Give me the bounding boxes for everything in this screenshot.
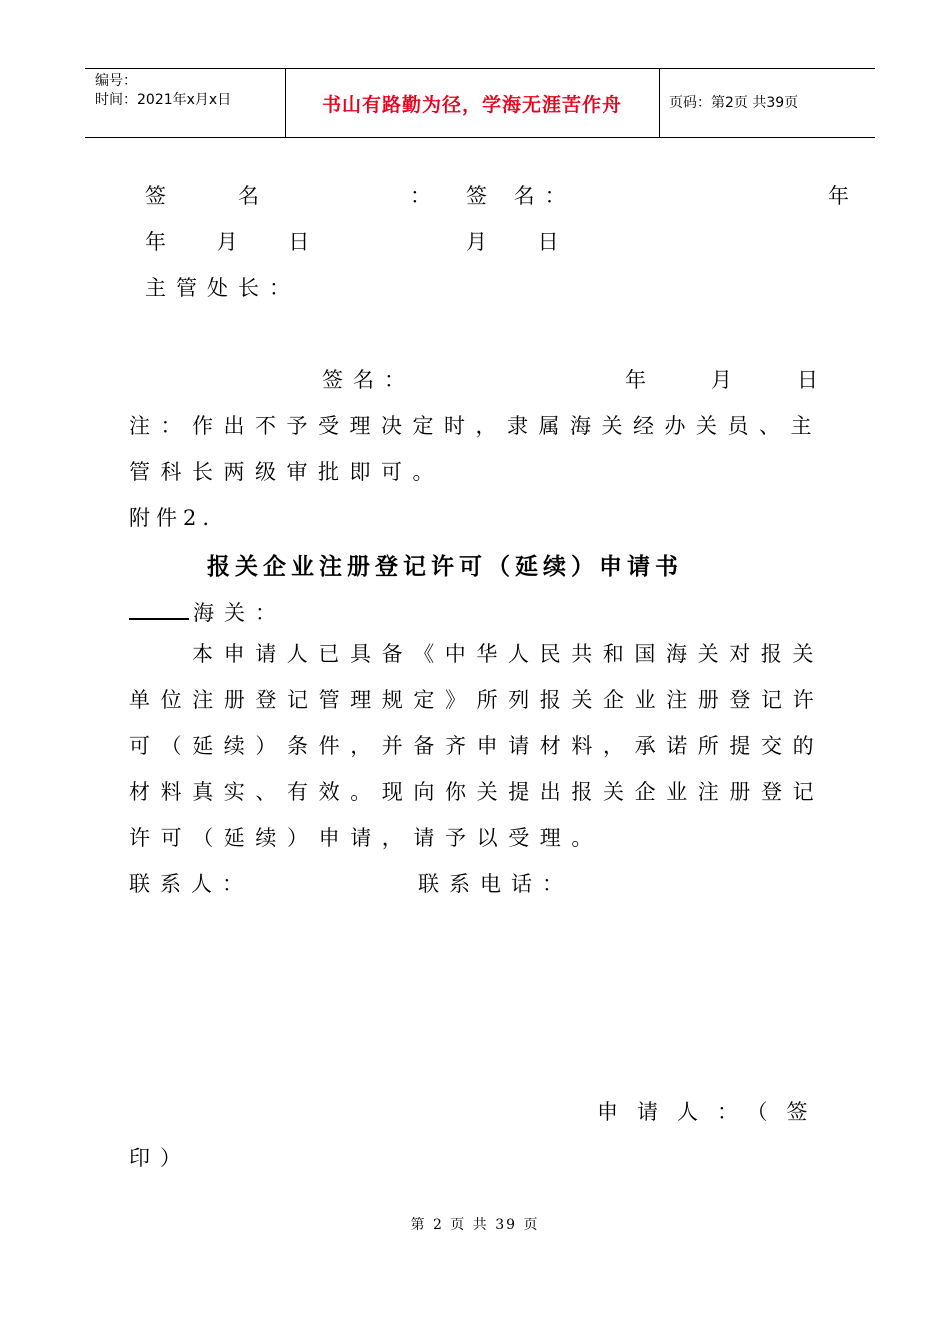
body-line-3: 可（延续）条件，并备齐申请材料，承诺所提交的 (129, 734, 825, 758)
header-meta-cell (85, 69, 286, 137)
body-line-5: 许可（延续）申请，请予以受理。 (129, 826, 603, 850)
header-motto-cell (285, 69, 660, 137)
note-line-1: 注：作出不予受理决定时，隶属海关经办关员、主 (129, 414, 822, 438)
header-page-cell (659, 69, 875, 137)
signature-label-2: 签 名： (466, 184, 576, 208)
addressee-suffix: 海关： (193, 601, 286, 625)
director-date: 年 月 日 (625, 368, 840, 392)
signature-colon-1: ： (410, 184, 431, 208)
phone-label: 联系电话： (418, 872, 573, 896)
document-number: 编号： (95, 73, 137, 89)
page-header (85, 68, 875, 138)
body-line-4: 材料真实、有效。现向你关提出报关企业注册登记 (129, 780, 825, 804)
applicant-label: 申请人：（签 (597, 1100, 827, 1124)
signature-date-1: 年 月 日 (145, 230, 332, 254)
director-label: 主管处长： (145, 276, 300, 300)
header-motto: 书山有路勤为径，学海无涯苦作舟 (321, 93, 622, 116)
header-page-info: 页码：第2页 共39页 (669, 95, 799, 111)
body-line-2: 单位注册登记管理规定》所列报关企业注册登记许 (129, 688, 825, 712)
attachment-label: 附件2. (129, 506, 216, 530)
signature-label-1: 签 名 (145, 184, 269, 208)
director-signature-label: 签名： (322, 368, 415, 392)
page-footer: 第 2 页 共 39 页 (410, 1217, 540, 1233)
applicant-seal: 印） (129, 1146, 191, 1170)
form-title: 报关企业注册登记许可（延续）申请书 (207, 553, 683, 580)
addressee-line (129, 598, 286, 625)
note-line-2: 管科长两级审批即可。 (129, 460, 444, 484)
body-line-1: 本申请人已具备《中华人民共和国海关对报关 (192, 642, 824, 666)
document-date: 时间：2021年x月x日 (95, 92, 232, 108)
addressee-blank (129, 598, 189, 620)
signature-year-1: 年 (828, 184, 849, 208)
contact-label: 联系人： (129, 872, 253, 896)
signature-date-2: 月 日 (466, 230, 581, 254)
